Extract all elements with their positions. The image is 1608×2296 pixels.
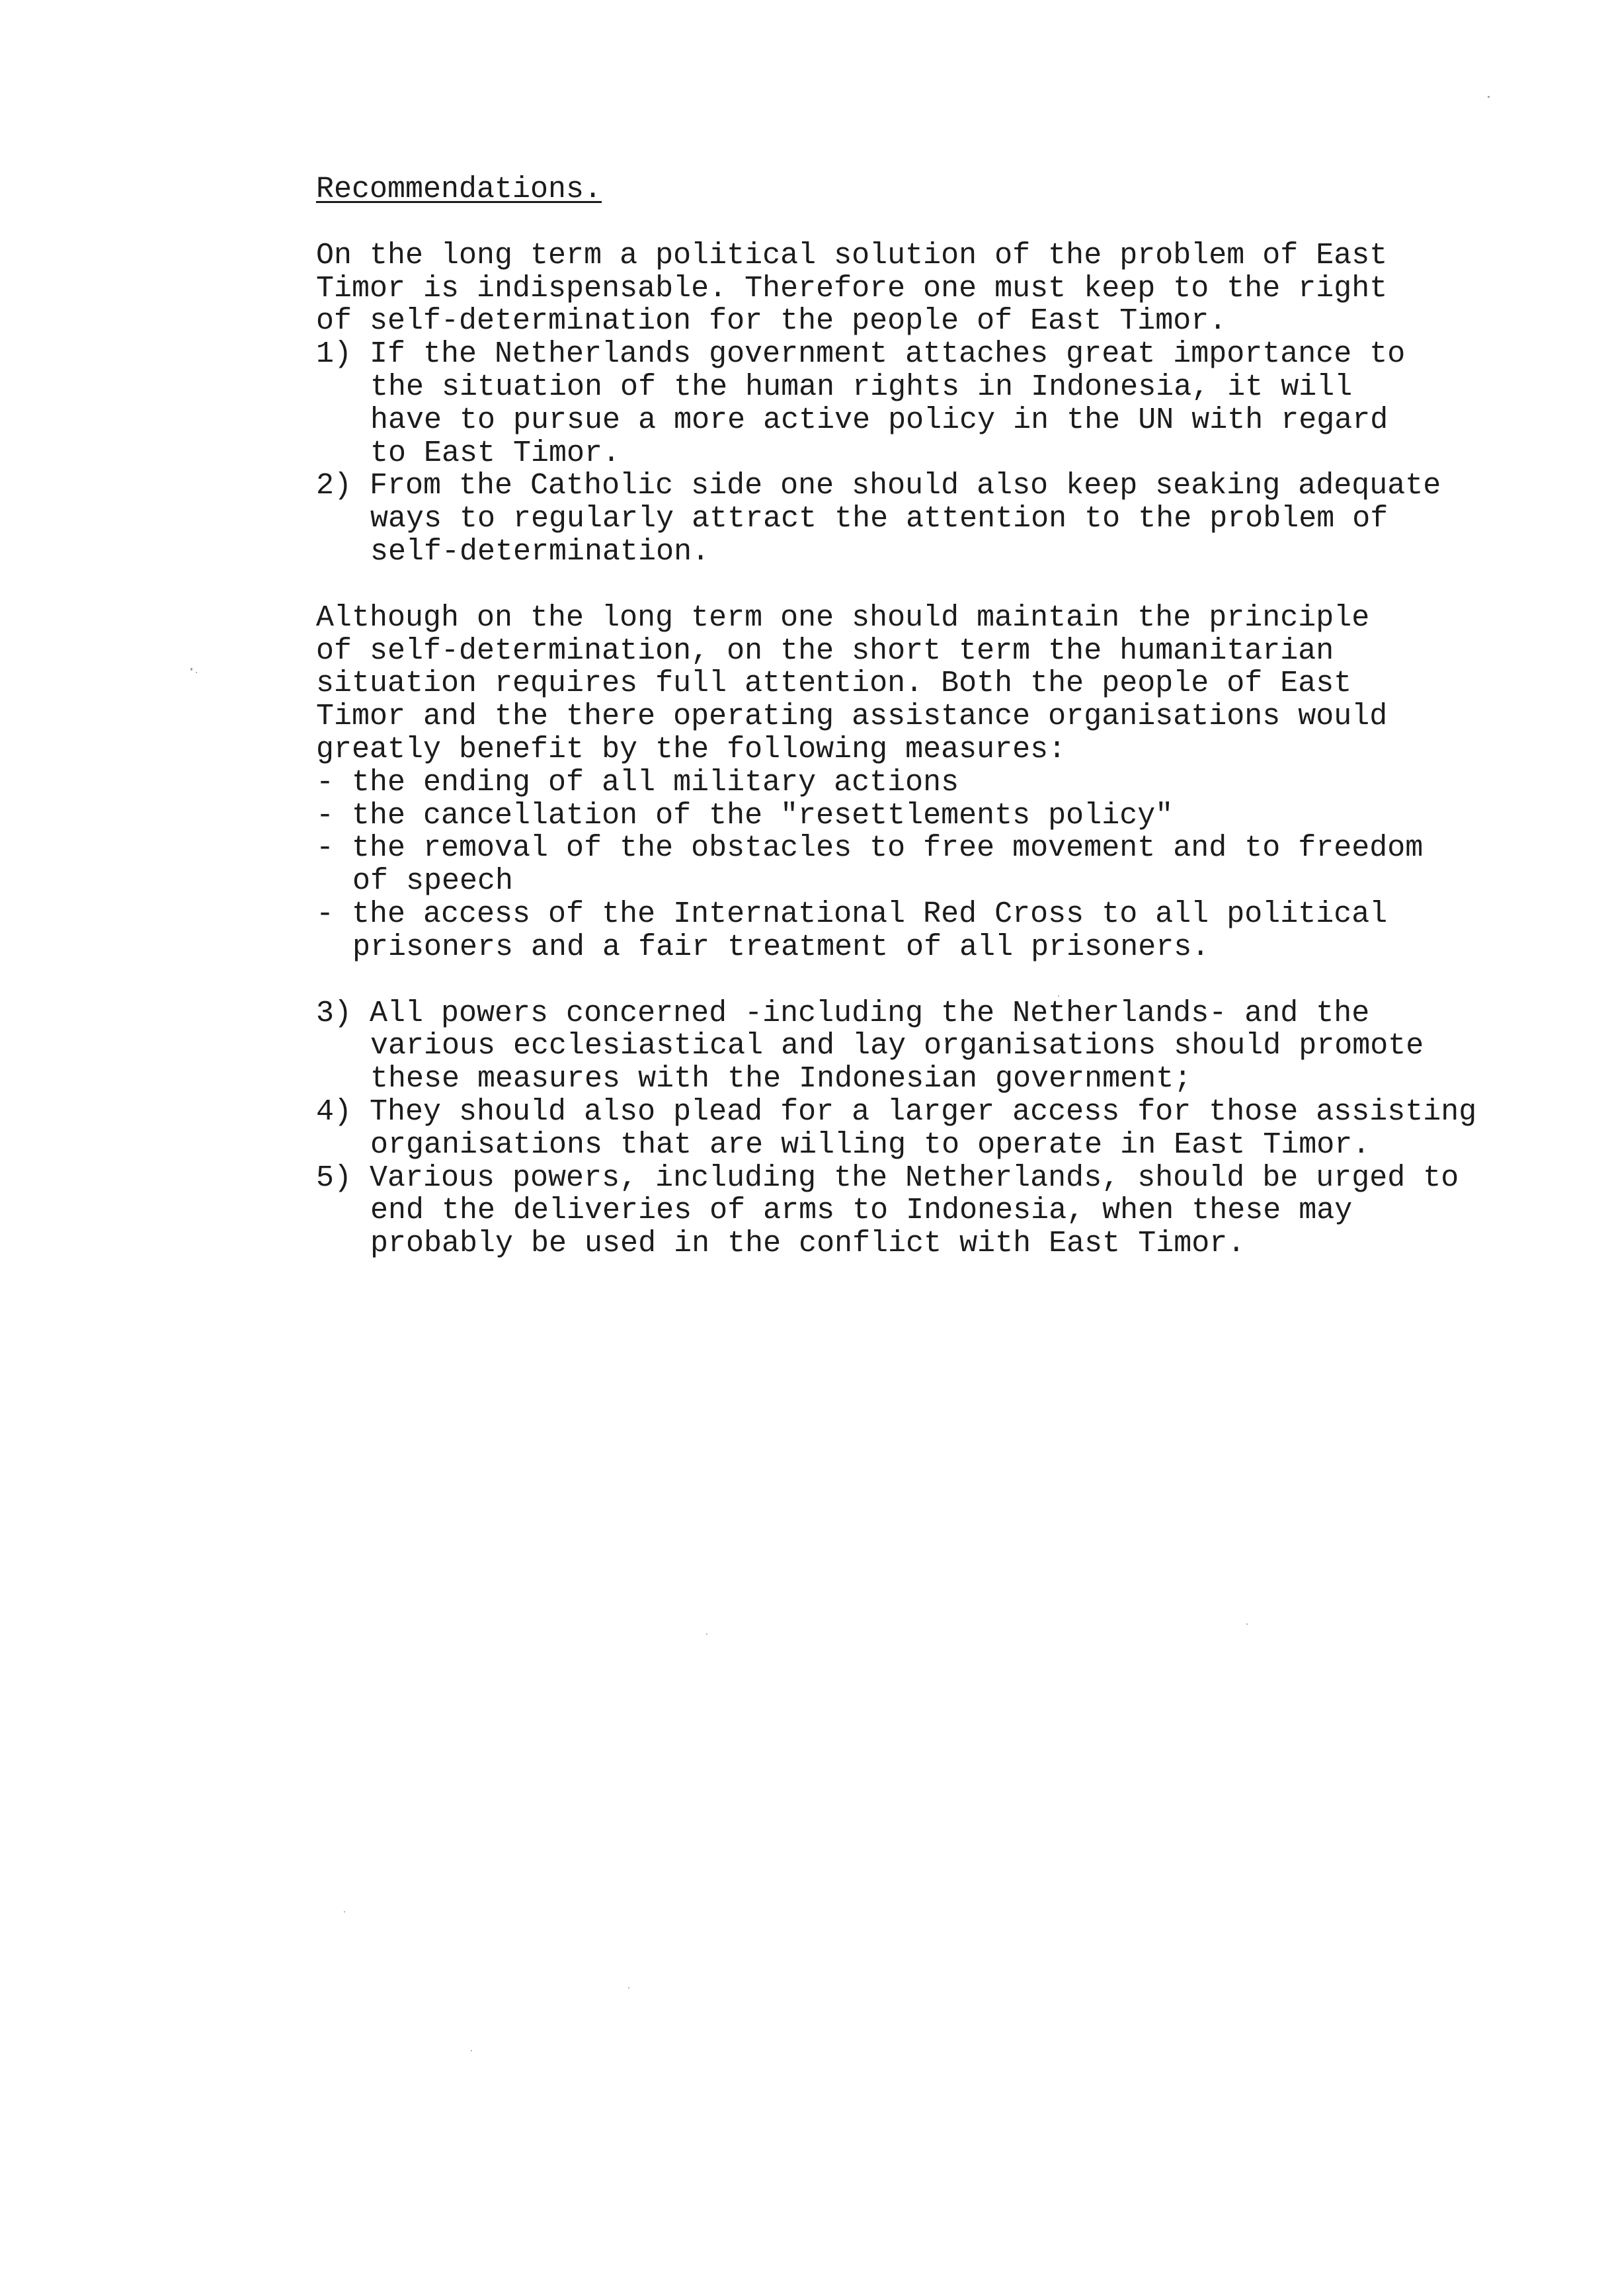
intro-paragraph [316, 239, 1572, 338]
paragraph-line: of self-determination, on the short term the humanitarian [316, 634, 1334, 668]
list-item-line: 5) Various powers, including the Netherlands, should be urged to [316, 1161, 1459, 1195]
list-item-line: 1) If the Netherlands government attaches great importance to [316, 337, 1406, 372]
list-item-line: end the deliveries of arms to Indonesia, when these may [370, 1194, 1353, 1228]
bullet-line: prisoners and a fair treatment of all prisoners. [352, 930, 1210, 964]
paragraph-line: Timor is indispensable. Therefore one must keep to the right [316, 271, 1388, 306]
bullet-line: - the ending of all military actions [316, 765, 959, 800]
paragraph-line: Timor and the there operating assistance organisations would [316, 700, 1388, 734]
scan-speck [1488, 96, 1490, 98]
bullet-item [316, 832, 1572, 898]
scan-speck [706, 1633, 707, 1635]
list-item-line: these measures with the Indonesian government; [370, 1062, 1192, 1096]
list-item-1 [316, 338, 1572, 470]
list-item-line: 3) All powers concerned -including the Netherlands- and the [316, 996, 1370, 1030]
numbered-list-first [316, 338, 1572, 569]
spacer [316, 206, 1572, 239]
scan-speck [344, 1911, 345, 1912]
scan-speck [196, 672, 197, 673]
list-item-line: to East Timor. [370, 436, 621, 470]
list-item-line: the situation of the human rights in Indonesia, it will [370, 370, 1353, 404]
section-heading: Recommendations. [316, 173, 602, 206]
list-item-line: ways to regularly attract the attention to the problem of [370, 502, 1388, 536]
list-item-3 [316, 997, 1572, 1096]
bullet-line: - the cancellation of the "resettlements policy" [316, 798, 1174, 833]
paragraph-line: Although on the long term one should maintain the principle [316, 600, 1370, 635]
numbered-list-second [316, 997, 1572, 1260]
list-item-line: various ecclesiastical and lay organisations should promote [370, 1029, 1424, 1063]
bullet-line: - the access of the International Red Cross to all political [316, 897, 1388, 931]
humanitarian-paragraph [316, 602, 1572, 766]
scan-speck [1246, 1623, 1248, 1625]
scan-speck [190, 668, 192, 671]
list-item-line: organisations that are willing to operate in East Timor. [370, 1128, 1371, 1162]
paragraph-line: greatly benefit by the following measures: [316, 732, 1066, 766]
list-item-line: self-determination. [370, 534, 710, 569]
list-item-line: have to pursue a more active policy in the UN with regard [370, 403, 1388, 437]
list-item-4 [316, 1096, 1572, 1162]
paragraph-line: On the long term a political solution of the problem of East [316, 238, 1388, 272]
list-item-5 [316, 1162, 1572, 1260]
measures-list [316, 766, 1572, 964]
bullet-item [316, 800, 1572, 833]
scan-speck [1058, 995, 1059, 997]
paragraph-line: situation requires full attention. Both the people of East [316, 667, 1352, 701]
spacer [316, 964, 1572, 997]
list-item-line: probably be used in the conflict with East Timor. [370, 1227, 1246, 1261]
scan-speck [471, 2050, 472, 2051]
list-item-line: 2) From the Catholic side one should also keep seaking adequate [316, 469, 1441, 503]
bullet-item [316, 898, 1572, 964]
spacer [316, 569, 1572, 602]
scan-speck [628, 1987, 629, 1988]
bullet-line: of speech [352, 864, 514, 899]
paragraph-line: of self-determination for the people of East Timor. [316, 304, 1227, 339]
list-item-2 [316, 470, 1572, 568]
list-item-line: 4) They should also plead for a larger access for those assisting [316, 1094, 1477, 1129]
document-body [316, 173, 1572, 1260]
bullet-line: - the removal of the obstacles to free movement and to freedom [316, 831, 1424, 866]
bullet-item [316, 766, 1572, 800]
